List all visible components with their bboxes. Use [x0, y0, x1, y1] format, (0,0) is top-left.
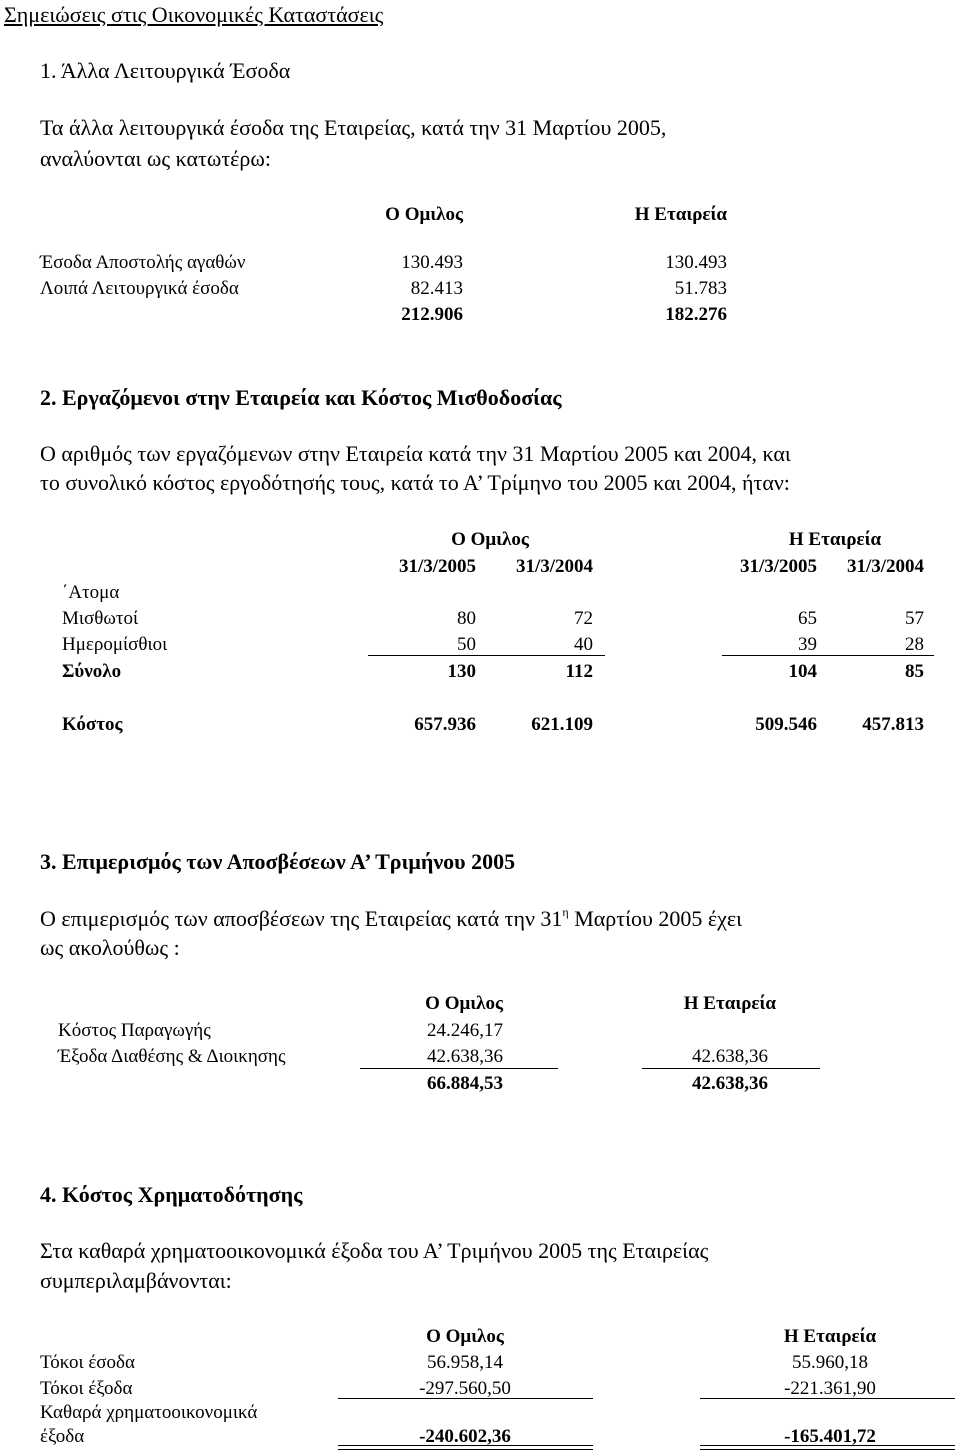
s1-row-value-company: 51.783 [674, 278, 727, 299]
s3-row-value-group: 24.246,17 [427, 1020, 503, 1041]
s1-row-label: Λοιπά Λειτουργικά έσοδα [40, 278, 239, 299]
s3-company-total-rule [642, 1068, 820, 1069]
s3-text-part-a: Ο επιμερισμός των αποσβέσεων της Εταιρείας κατά την 31 [40, 906, 563, 931]
section-3-text-line2: ως ακολούθως : [40, 935, 180, 960]
s4-row-value-group: -297.560,50 [419, 1378, 511, 1399]
s1-total-group: 212.906 [401, 304, 463, 325]
s4-net-label-line1: Καθαρά χρηματοοικονομικά [40, 1402, 258, 1423]
s4-row-value-company: -221.361,90 [784, 1378, 876, 1399]
s2-row-label: Ημερομίσθιοι [62, 634, 168, 655]
s2-company-subtotal-rule [722, 655, 934, 656]
s3-total-company: 42.638,36 [692, 1073, 768, 1094]
s2-cost-cell: 457.813 [862, 714, 924, 735]
s2-group-subtotal-rule [368, 655, 605, 656]
page-title: Σημειώσεις στις Οικονομικές Καταστάσεις [4, 2, 384, 27]
section-1-text-line1: Τα άλλα λειτουργικά έσοδα της Εταιρείας, κατά την 31 Μαρτίου 2005, [40, 115, 667, 140]
s2-cell: 57 [905, 608, 924, 629]
s2-company-header: Η Εταιρεία [788, 529, 882, 550]
s4-net-label-line2: έξοδα [40, 1426, 85, 1447]
s4-net-company: -165.401,72 [784, 1426, 876, 1447]
s3-col-company-header: Η Εταιρεία [683, 993, 776, 1014]
s2-date-header: 31/3/2004 [846, 556, 924, 577]
s1-col-group-header: Ο Ομιλος [385, 204, 463, 225]
s1-row-value-group: 130.493 [401, 252, 463, 273]
s4-net-group: -240.602,36 [419, 1426, 511, 1447]
s4-row-value-company: 55.960,18 [792, 1352, 868, 1373]
s3-row-value-group: 42.638,36 [427, 1046, 503, 1067]
s2-cell: 39 [798, 634, 817, 655]
s2-row-label: Μισθωτοί [62, 608, 139, 629]
s2-cell: 50 [457, 634, 476, 655]
s1-total-company: 182.276 [665, 304, 727, 325]
s2-group-header: Ο Ομιλος [451, 529, 529, 550]
s2-cost-cell: 621.109 [531, 714, 593, 735]
s2-total-label: Σύνολο [62, 661, 122, 682]
section-1-heading: 1. Άλλα Λειτουργικά Έσοδα [40, 58, 291, 83]
s1-col-company-header: Η Εταιρεία [634, 204, 727, 225]
s3-row-label: Κόστος Παραγωγής [58, 1020, 211, 1041]
s3-total-group: 66.884,53 [427, 1073, 503, 1094]
section-4-text-line2: συμπεριλαμβάνονται: [40, 1268, 232, 1293]
s4-group-double-rule [338, 1445, 593, 1450]
s4-row-label: Τόκοι έξοδα [40, 1378, 133, 1399]
s2-cell: 40 [574, 634, 593, 655]
s2-cell: 65 [798, 608, 817, 629]
s2-date-header: 31/3/2005 [398, 556, 476, 577]
s4-row-value-group: 56.958,14 [427, 1352, 503, 1373]
s4-col-company-header: Η Εταιρεία [783, 1326, 877, 1347]
s2-date-header: 31/3/2005 [739, 556, 817, 577]
s3-group-total-rule [360, 1068, 558, 1069]
s4-col-group-header: Ο Ομιλος [426, 1326, 504, 1347]
section-3-text-line1 [40, 906, 742, 930]
s4-company-rule [700, 1398, 955, 1399]
s2-section-label: ΄Ατομα [62, 582, 120, 603]
section-1-text-line2: αναλύονται ως κατωτέρω: [40, 146, 271, 171]
s4-row-label: Τόκοι έσοδα [40, 1352, 135, 1373]
s4-group-rule [338, 1398, 593, 1399]
section-2-heading: 2. Εργαζόμενοι στην Εταιρεία και Κόστος Μισθοδοσίας [40, 385, 562, 410]
s3-col-group-header: Ο Ομιλος [425, 993, 503, 1014]
section-2-text-line2: το συνολικό κόστος εργοδότησής τους, κατά το Α’ Τρίμηνο του 2005 και 2004, ήταν: [40, 470, 790, 495]
s2-total-cell: 104 [788, 661, 817, 682]
s2-cost-cell: 657.936 [414, 714, 476, 735]
s2-date-header: 31/3/2004 [515, 556, 593, 577]
section-3-heading: 3. Επιμερισμός των Αποσβέσεων Α’ Τριμήνου 2005 [40, 849, 516, 874]
s2-cost-label: Κόστος [62, 714, 123, 735]
s4-company-double-rule [700, 1445, 955, 1450]
s3-text-part-b: Μαρτίου 2005 έχει [568, 906, 743, 931]
s3-row-value-company: 42.638,36 [692, 1046, 768, 1067]
section-4-heading: 4. Κόστος Χρηματοδότησης [40, 1182, 303, 1207]
section-4-text-line1: Στα καθαρά χρηματοοικονομικά έξοδα του Α’ Τριμήνου 2005 της Εταιρείας [40, 1238, 709, 1263]
s2-total-cell: 85 [905, 661, 924, 682]
s3-row-label: Έξοδα Διαθέσης & Διοικησης [58, 1046, 286, 1067]
s2-cell: 28 [905, 634, 924, 655]
s2-cost-cell: 509.546 [755, 714, 817, 735]
s3-text-superscript: η [562, 905, 569, 919]
s2-cell: 80 [457, 608, 476, 629]
section-2-text-line1: Ο αριθμός των εργαζόμενων στην Εταιρεία κατά την 31 Μαρτίου 2005 και 2004, και [40, 441, 791, 466]
s1-row-value-group: 82.413 [410, 278, 463, 299]
s2-total-cell: 112 [565, 661, 593, 682]
s1-row-label: Έσοδα Αποστολής αγαθών [40, 252, 246, 273]
s1-row-value-company: 130.493 [665, 252, 727, 273]
s2-cell: 72 [574, 608, 593, 629]
s2-total-cell: 130 [447, 661, 476, 682]
